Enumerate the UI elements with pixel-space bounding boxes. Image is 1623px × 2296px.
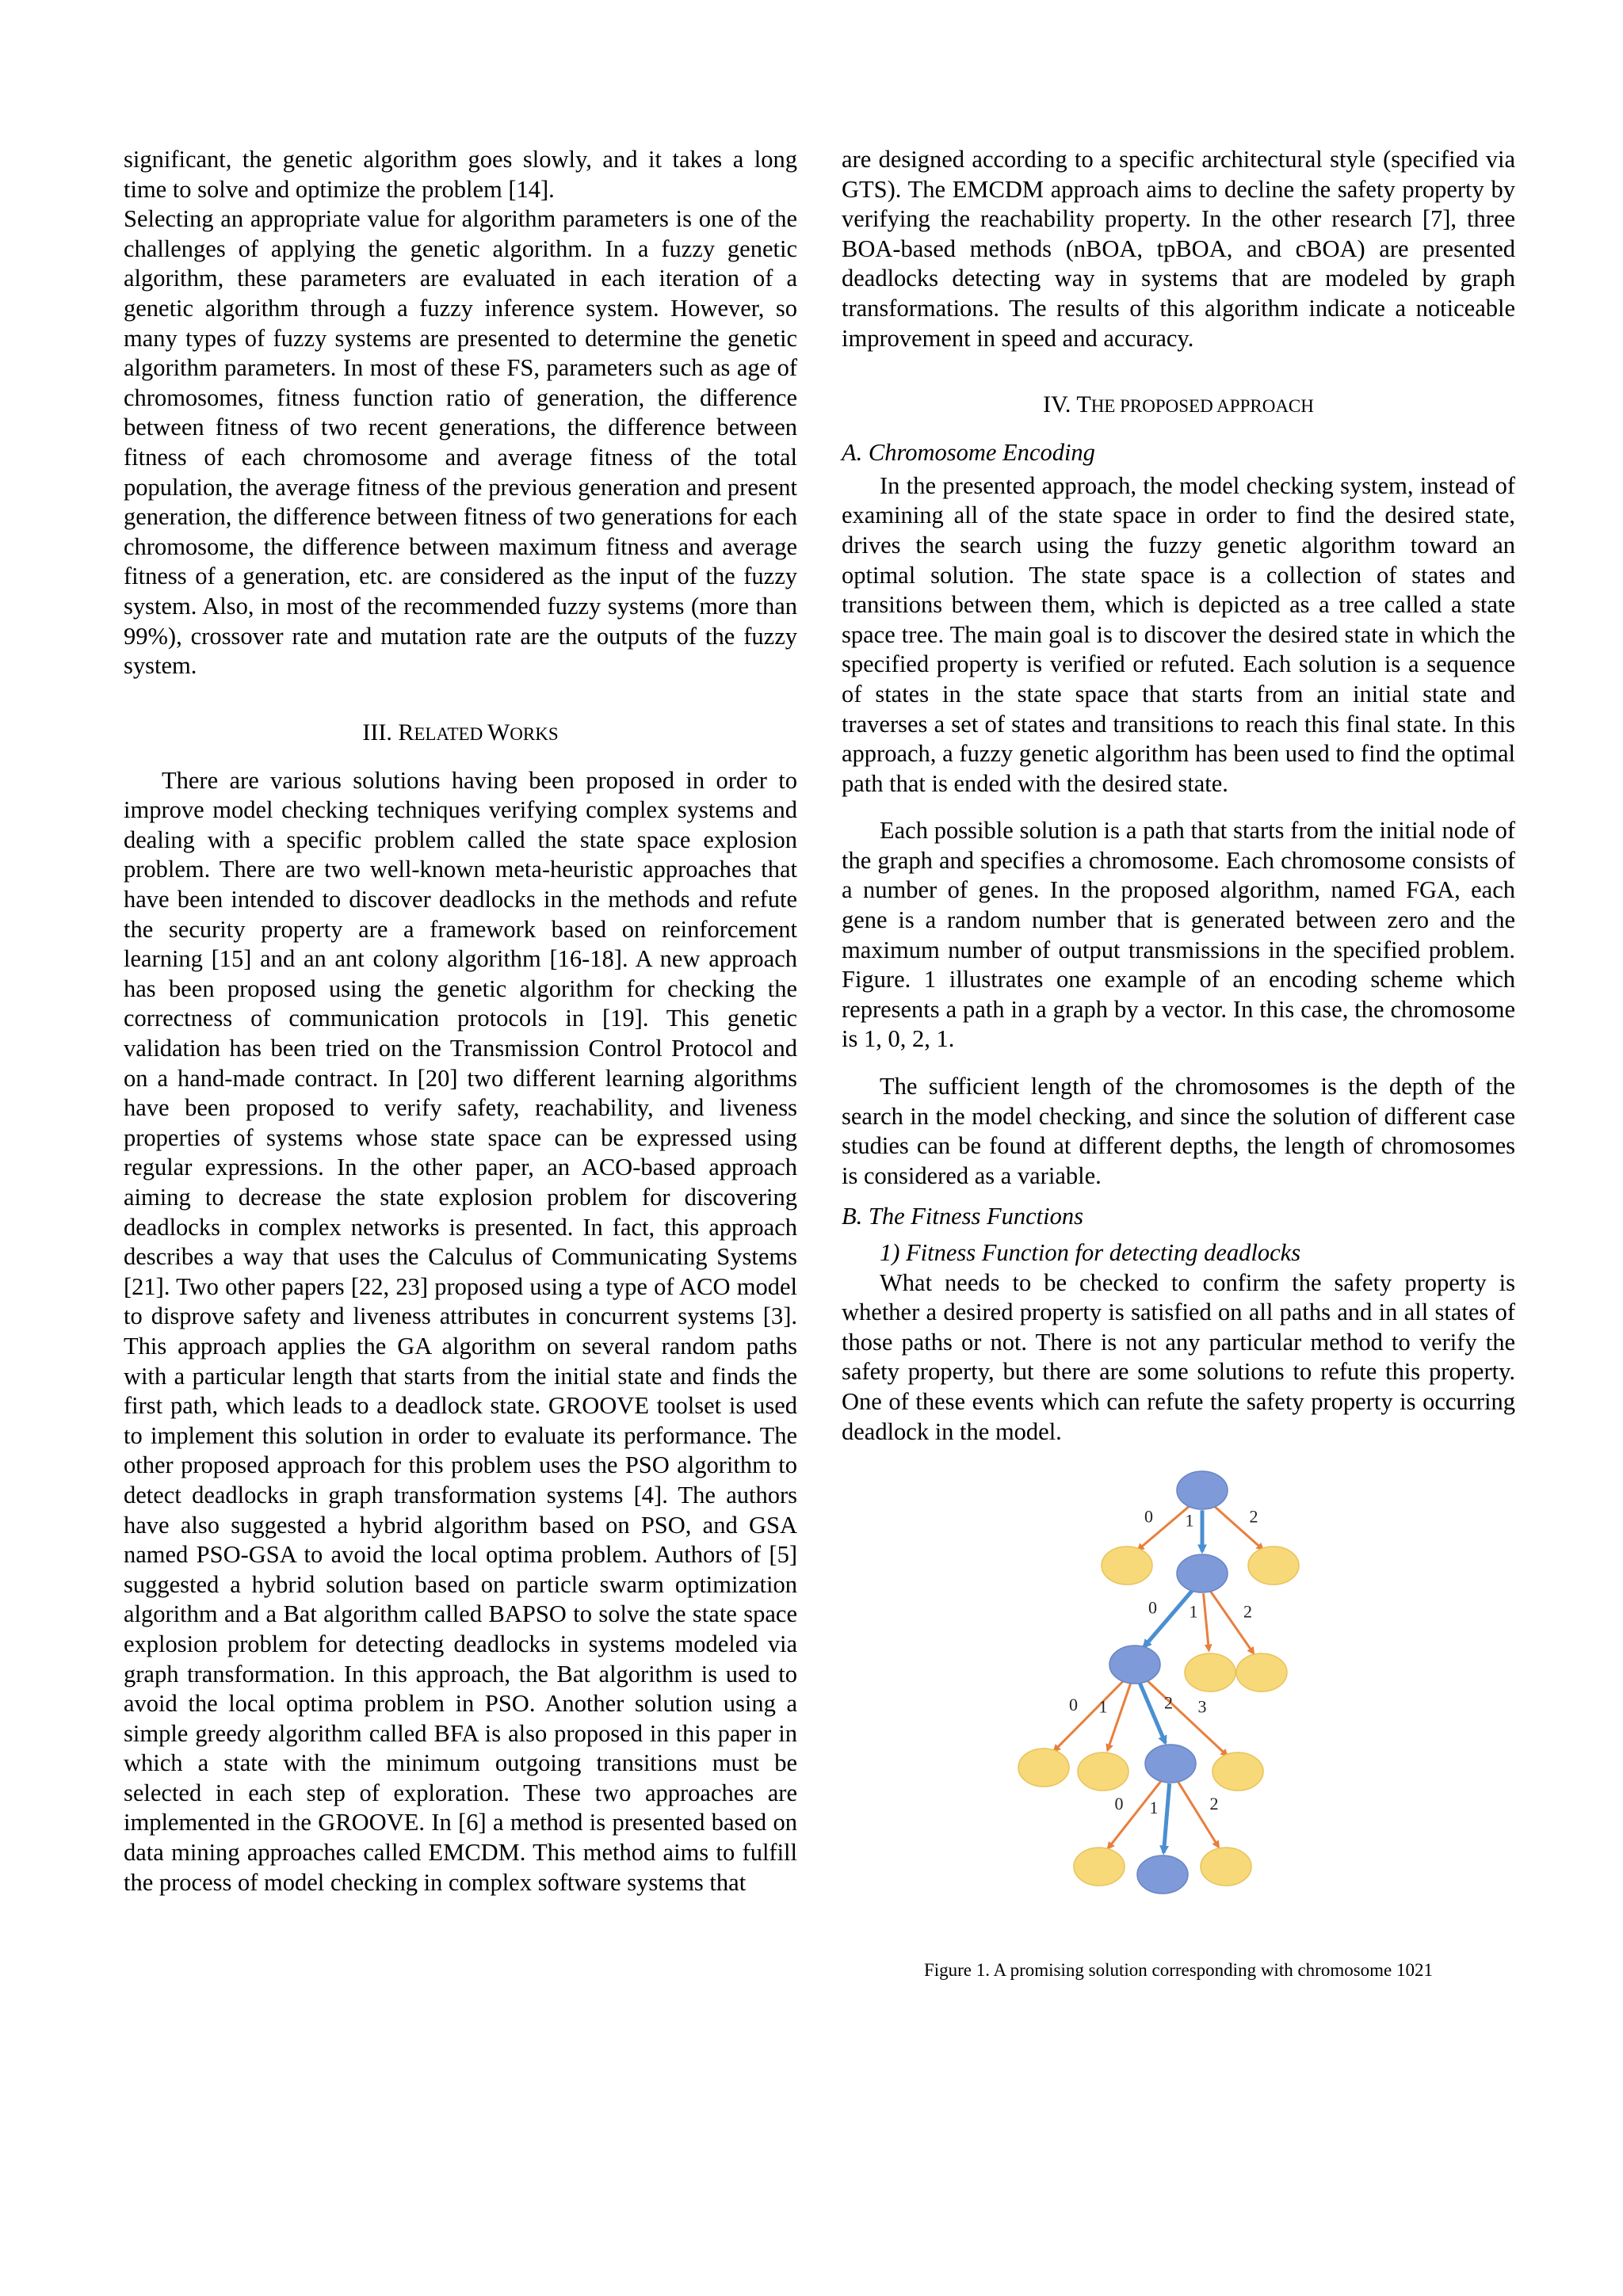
heading-part: III. R [362, 719, 414, 746]
edge-label: 0 [1069, 1695, 1078, 1715]
edge-label: 1 [1149, 1797, 1159, 1817]
paragraph: Each possible solution is a path that starts from the initial node of the graph and specifies a chromosome. Each chromosome consists of a number of genes. In the proposed algorithm, named FGA, each gene is a random number that is generated between zero and the maximum number of output transmissions in the specified problem. Figure. 1 illustrates one example of an encoding scheme which represents a path in a graph by a vector. In this case, the chromosome is 1, 0, 2, 1. [842, 817, 1515, 1053]
heading-part: ELATED [414, 723, 487, 744]
solution-path-edge [1163, 1783, 1169, 1852]
path-state-node [1137, 1855, 1188, 1894]
path-state-node [1145, 1745, 1196, 1783]
edge-label: 0 [1148, 1597, 1157, 1618]
state-node [1078, 1753, 1128, 1791]
edge-label: 2 [1249, 1506, 1258, 1527]
solution-path-edge [1140, 1684, 1166, 1743]
figure-state-space-tree [1012, 1463, 1345, 1938]
section-heading-related-works [124, 718, 797, 749]
state-node [1102, 1547, 1152, 1585]
figure-caption: Figure 1. A promising solution corresponding with chromosome 1021 [923, 1960, 1434, 1981]
edge-label: 3 [1197, 1696, 1207, 1717]
subsubsection-heading: 1) Fitness Function for detecting deadlocks [880, 1239, 1301, 1266]
heading-part: IV. T [1043, 391, 1091, 418]
state-node [1185, 1653, 1235, 1691]
state-node [1018, 1749, 1069, 1787]
edge-label: 1 [1189, 1601, 1198, 1622]
edge-label: 0 [1144, 1506, 1153, 1527]
transition-edge [1054, 1680, 1125, 1751]
paragraph: Selecting an appropriate value for algorithm parameters is one of the challenges of applying the genetic algorithm. In a fuzzy genetic algorithm, these parameters are evaluated in each iteration of a genetic algorithm through a fuzzy inference system. However, so many types of fuzzy systems are presented to determine the genetic algorithm parameters. In most of these FS, parameters such as age of chromosomes, fitness function ratio of generation, the difference between fitness of two recent generations, the difference between fitness of each chromosome and average fitness of the total population, the average fitness of the previous generation and present generation, the difference between fitness of two generations for each chromosome, the difference between maximum fitness and average fitness of a generation, etc. are considered as the input of the fuzzy system. Also, in most of the recommended fuzzy systems (more than 99%), crossover rate and mutation rate are the outputs of the fuzzy system. [124, 205, 797, 680]
subsection-heading: B. The Fitness Functions [842, 1203, 1083, 1230]
heading-part: ORKS [510, 723, 559, 744]
paragraph: What needs to be checked to confirm the safety property is whether a desired property is satisfied on all paths and in all states of those paths or not. There is not any particular method to verify the safety property, but there are some solutions to refute this property. One of these events which can refute the safety property is occurring deadlock in the model. [842, 1268, 1515, 1445]
edge-label: 2 [1164, 1692, 1173, 1713]
path-state-node [1177, 1554, 1228, 1592]
transition-edge [1178, 1781, 1219, 1848]
state-node [1201, 1848, 1251, 1886]
edge-label: 0 [1114, 1794, 1124, 1814]
transition-edge [1210, 1591, 1254, 1654]
paragraph: In the presented approach, the model checking system, instead of examining all of the state space in order to find the desired state, drives the search using the fuzzy genetic algorithm toward an optimal solution. The state space is a collection of states and transitions between them, which is depicted as a tree called a state space tree. The main goal is to discover the desired state in which the specified property is verified or refuted. Each solution is a sequence of states in the state space that starts from an initial state and traverses a set of states and transitions to reach this final state. In this approach, a fuzzy genetic algorithm has been used to find the optimal path that is ended with the desired state. [842, 471, 1515, 797]
path-state-node [1177, 1471, 1228, 1509]
subsection-heading: A. Chromosome Encoding [842, 439, 1095, 467]
state-node [1236, 1653, 1287, 1691]
heading-part: W [487, 719, 510, 746]
paragraph: are designed according to a specific architectural style (specified via GTS). The EMCDM approach aims to decline the safety property by verifying the reachability property. In the other research [7], three BOA-based methods (nBOA, tpBOA, and cBOA) are presented deadlocks detecting way in systems that are modeled by graph transformations. The results of this algorithm indicate a noticeable improvement in speed and accuracy. [842, 146, 1515, 352]
paragraph: The sufficient length of the chromosomes is the depth of the search in the model checking, and since the solution of different case studies can be found at different depths, the length of chromosomes is considered as a variable. [842, 1073, 1515, 1189]
heading-part: HE PROPOSED APPROACH [1090, 396, 1314, 417]
edge-label: 2 [1243, 1601, 1252, 1622]
paragraph: significant, the genetic algorithm goes slowly, and it takes a long time to solve and optimize the problem [14]. [124, 146, 797, 203]
left-column [124, 145, 797, 1897]
state-node [1212, 1753, 1263, 1791]
edge-label: 1 [1098, 1696, 1108, 1717]
paragraph: There are various solutions having been proposed in order to improve model checking techniques verifying complex systems and dealing with a specific problem called the state space explosion problem. There are two well-known meta-heuristic approaches that have been intended to discover deadlocks in the methods and refute the security property are a framework based on reinforcement learning [15] and an ant colony algorithm [16-18]. A new approach has been proposed using the genetic algorithm for checking the correctness of communication protocols in [19]. This genetic validation has been tried on the Transmission Control Protocol and on a hand-made contract. In [20] two different learning algorithms have been proposed to verify safety, reachability, and liveness properties of systems whose state space can be expressed using regular expressions. In the other paper, an ACO-based approach aiming to decrease the state explosion problem for discovering deadlocks in complex networks is presented. In fact, this approach describes a way that uses the Calculus of Communicating Systems [21]. Two other papers [22, 23] proposed using a type of ACO model to disprove safety and liveness attributes in concurrent systems [3]. This approach applies the GA algorithm on several random paths with a particular length that starts from the initial state and finds the first path, which leads to a deadlock state. GROOVE toolset is used to implement this solution in order to evaluate its performance. The other proposed approach for this problem uses the PSO algorithm to detect deadlocks in graph transformation systems [4]. The authors have also suggested a hybrid algorithm based on PSO, and GSA named PSO-GSA to avoid the local optima problem. Authors of [5] suggested a hybrid solution based on particle swarm optimization algorithm and a Bat algorithm called BAPSO to solve the state space explosion problem for detecting deadlocks in systems modeled via graph transformation. In this approach, the Bat algorithm is used to avoid the local optima problem in PSO. Another solution using a simple greedy algorithm called BFA is also proposed in this paper in which a state with the minimum outgoing transitions must be selected in each step of exploration. These two approaches are implemented in the GROOVE. In [6] a method is presented based on data mining approaches called EMCDM. This method aims to fulfill the process of model checking in complex software systems that [124, 766, 797, 1896]
state-node [1074, 1848, 1125, 1886]
section-heading-proposed-approach [842, 390, 1515, 421]
path-state-node [1109, 1646, 1160, 1684]
state-node [1248, 1547, 1299, 1585]
transition-edge [1204, 1593, 1209, 1650]
right-column [842, 145, 1515, 1982]
edge-label: 2 [1209, 1794, 1219, 1814]
edge-label: 1 [1185, 1510, 1194, 1531]
